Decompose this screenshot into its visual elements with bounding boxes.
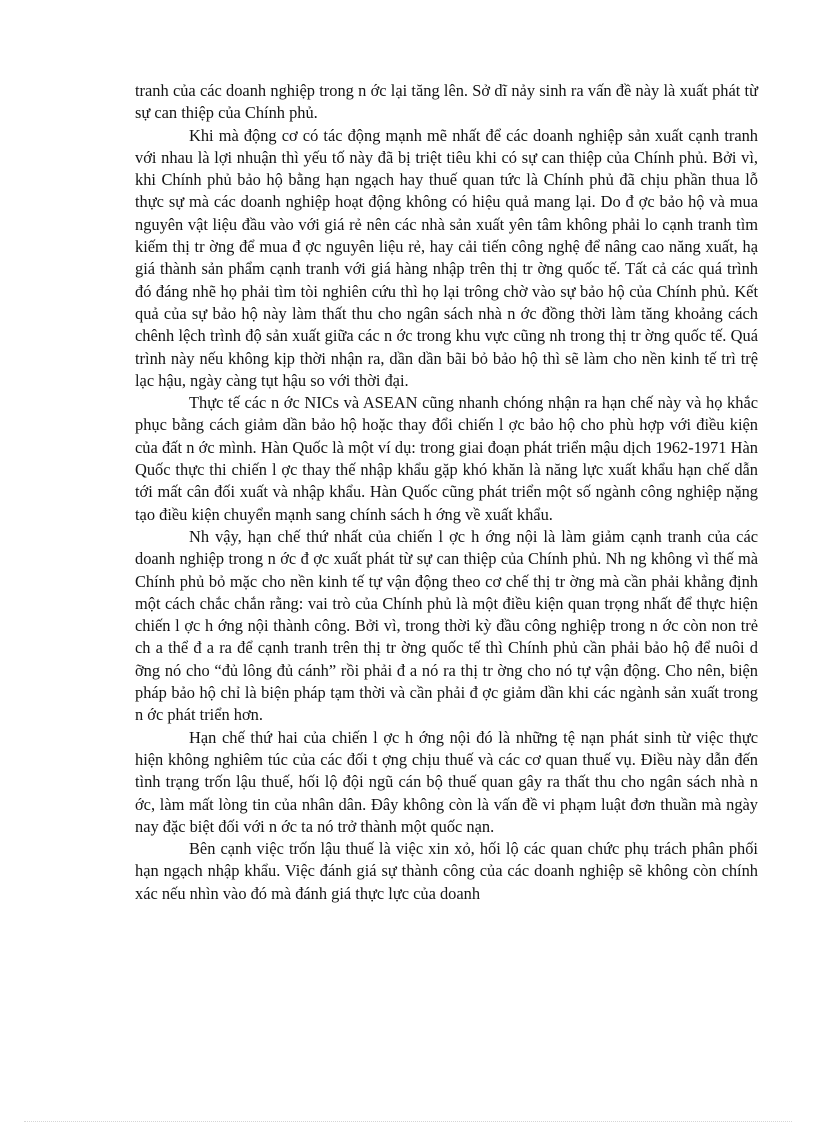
- paragraph-5: Hạn chế thứ hai của chiến l ợc h ớng nội đó là những tệ nạn phát sinh từ việc thực hiện không nghiêm túc của các đối t ợng chịu thuế và các cơ quan thuế vụ. Điều này dẫn đến tình trạng trốn lậu thuế, hối lộ đội ngũ cán bộ thuế quan gây ra thất thu cho ngân sách nhà n ớc, làm mất lòng tin của nhân dân. Đây không còn là vấn đề vi phạm luật đơn thuần mà ngày nay đặc biệt đối với n ớc ta nó trở thành một quốc nạn.: [135, 727, 758, 836]
- page-bottom-divider: [24, 1121, 792, 1122]
- document-body: [135, 80, 758, 905]
- paragraph-1: tranh của các doanh nghiệp trong n ớc lại tăng lên. Sở dĩ nảy sinh ra vấn đề này là xuất phát từ sự can thiệp của Chính phủ.: [135, 81, 758, 123]
- paragraph-2: Khi mà động cơ có tác động mạnh mẽ nhất để các doanh nghiệp sản xuất cạnh tranh với nhau là lợi nhuận thì yếu tố này đã bị triệt tiêu khi có sự can thiệp của Chính phủ. Bởi vì, khi Chính phủ bảo hộ bằng hạn ngạch hay thuế quan tức là Chính phủ đã chịu phần thua lỗ thực sự mà các doanh nghiệp hoạt động không có hiệu quả mang lại. Do đ ợc bảo hộ và mua nguyên vật liệu đầu vào với giá rẻ nên các nhà sản xuất yên tâm không phải lo cạnh tranh tìm kiếm thị tr ờng để mua đ ợc nguyên liệu rẻ, hay cải tiến công nghệ để nâng cao năng xuất, hạ giá thành sản phẩm cạnh tranh với giá hàng nhập trên thị tr ờng quốc tế. Tất cả các quá trình đó đáng nhẽ họ phải tìm tòi nghiên cứu thì họ lại trông chờ vào sự bảo hộ của Chính phủ. Kết quả của sự bảo hộ này làm thất thu cho ngân sách nhà n ớc đồng thời làm tăng khoảng cách chênh lệch trình độ sản xuất giữa các n ớc trong khu vực cũng nh trong thị tr ờng quốc tế. Quá trình này nếu không kịp thời nhận ra, dần dần bãi bỏ bảo hộ thì sẽ làm cho nền kinh tế trì trệ lạc hậu, ngày càng tụt hậu so với thời đại.: [135, 125, 758, 390]
- paragraph-6: Bên cạnh việc trốn lậu thuế là việc xin xỏ, hối lộ các quan chức phụ trách phân phối hạn ngạch nhập khẩu. Việc đánh giá sự thành công của các doanh nghiệp sẽ không còn chính xác nếu nhìn vào đó mà đánh giá thực lực của doanh: [135, 839, 758, 903]
- paragraph-3: Thực tế các n ớc NICs và ASEAN cũng nhanh chóng nhận ra hạn chế này và họ khắc phục bằng cách giảm dần bảo hộ hoặc thay đổi chiến l ợc bảo hộ cho phù hợp với điều kiện của đất n ớc mình. Hàn Quốc là một ví dụ: trong giai đoạn phát triển mậu dịch 1962-1971 Hàn Quốc thực thi chiến l ợc thay thế nhập khẩu gặp khó khăn là năng lực xuất khẩu hạn chế dẫn tới mất cân đối xuất và nhập khẩu. Hàn Quốc cũng phát triển một số ngành công nghiệp nặng tạo điều kiện chuyển mạnh sang chính sách h ớng về xuất khẩu.: [135, 393, 758, 524]
- paragraph-4: Nh vậy, hạn chế thứ nhất của chiến l ợc h ớng nội là làm giảm cạnh tranh của các doanh nghiệp trong n ớc đ ợc xuất phát từ sự can thiệp của Chính phủ. Nh ng không vì thế mà Chính phủ bỏ mặc cho nền kinh tế tự vận động theo cơ chế thị tr ờng mà cần phải khẳng định một cách chắc chắn rằng: vai trò của Chính phủ là một điều kiện quan trọng nhất để thực hiện chiến l ợc h ớng nội thành công. Bởi vì, trong thời kỳ đầu công nghiệp trong n ớc còn non trẻ ch a thể đ a ra để cạnh tranh trên thị tr ờng quốc tế thì Chính phủ cần phải bảo hộ để nuôi d ỡng nó cho “đủ lông đủ cánh” rồi phải đ a nó ra thị tr ờng cho nó tự vận động. Cho nên, biện pháp bảo hộ chỉ là biện pháp tạm thời và cần phải đ ợc giảm dần khi các ngành sản xuất trong n ớc phát triển hơn.: [135, 526, 758, 725]
